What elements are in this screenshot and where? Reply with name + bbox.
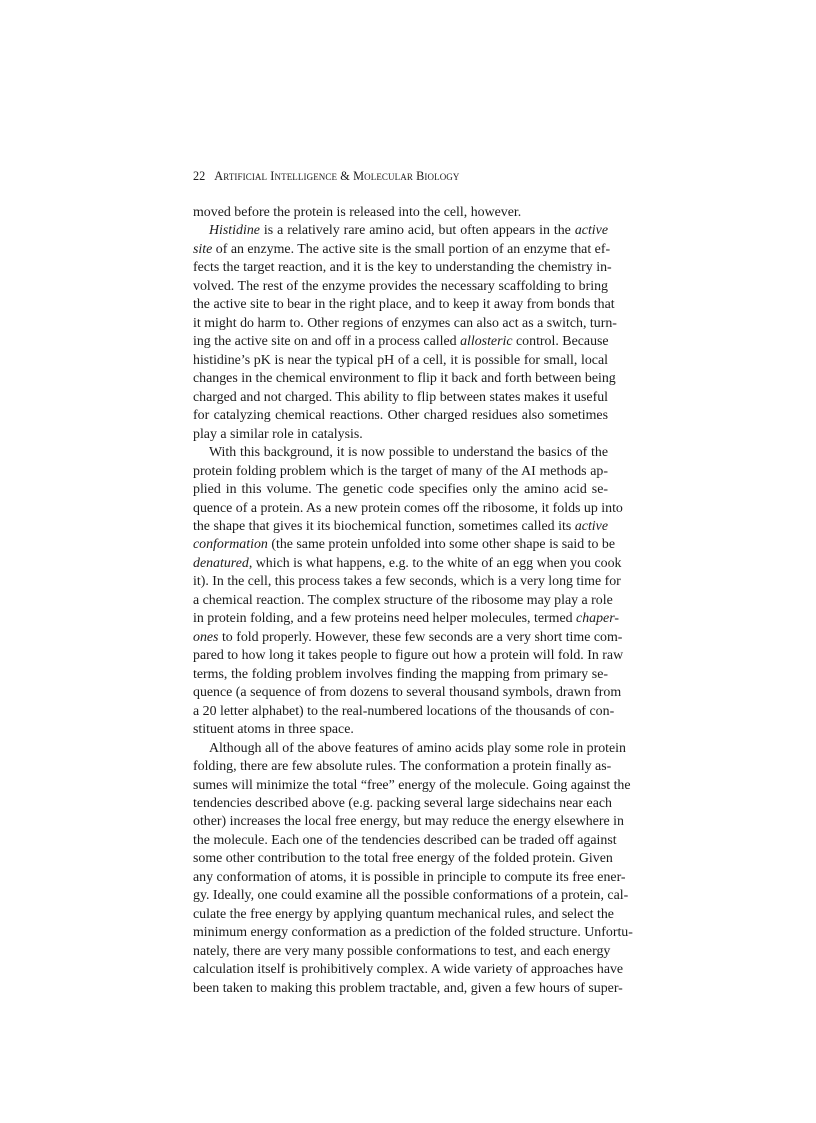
text-run: quence of a protein. As a new protein comes off the ribosome, it folds up into — [193, 500, 623, 516]
text-line — [193, 500, 623, 518]
text-run: the active site to bear in the right place, and to keep it away from bonds that — [193, 297, 615, 313]
text-run: ing the active site on and off in a process called — [193, 334, 461, 350]
text-run: it). In the cell, this process takes a few seconds, which is a very long time for — [193, 574, 621, 590]
text-line — [193, 887, 629, 905]
text-run: control. Because — [512, 334, 609, 350]
text-run: terms, the folding problem involves finding the mapping from primary se- — [193, 666, 608, 682]
text-line — [193, 352, 608, 370]
text-run: charged and not charged. This ability to flip between states makes it useful — [193, 389, 608, 405]
text-line — [193, 813, 624, 831]
text-run: pared to how long it takes people to figure out how a protein will fold. In raw — [193, 648, 624, 664]
text-line — [193, 204, 608, 222]
text-line — [193, 555, 622, 573]
italic-term: allosteric — [460, 334, 513, 350]
text-run: other) increases the local free energy, but may reduce the energy elsewhere in — [193, 814, 624, 830]
text-run: Although all of the above features of amino acids play some role in protein — [209, 740, 626, 756]
italic-term: denatured — [193, 555, 249, 571]
text-line — [193, 869, 626, 887]
text-run: volved. The rest of the enzyme provides the necessary scaffolding to bring — [193, 278, 608, 294]
text-line — [193, 980, 623, 998]
text-run: some other contribution to the total free energy of the folded protein. Given — [193, 851, 613, 867]
text-line — [193, 647, 624, 665]
running-head — [193, 169, 608, 183]
text-run: culate the free energy by applying quantum mechanical rules, and select the — [193, 906, 614, 922]
text-line — [193, 961, 624, 979]
italic-term: site — [193, 241, 213, 257]
text-run: plied in this volume. The genetic code specifies only the amino acid se- — [193, 482, 608, 498]
text-line — [193, 389, 608, 407]
text-line — [193, 684, 622, 702]
text-line — [193, 278, 608, 296]
text-line — [193, 333, 608, 351]
text-run: is a relatively rare amino acid, but often appears in the — [259, 223, 575, 239]
text-line — [193, 777, 631, 795]
text-line — [193, 740, 626, 758]
page-number: 22 — [193, 169, 206, 183]
text-line — [193, 370, 616, 388]
text-line — [193, 850, 613, 868]
text-run: sumes will minimize the total “free” energy of the molecule. Going against the — [193, 777, 631, 793]
text-line — [193, 906, 614, 924]
text-line — [193, 296, 615, 314]
text-line — [193, 444, 608, 462]
text-run: fects the target reaction, and it is the key to understanding the chemistry in- — [193, 260, 612, 276]
text-line — [193, 610, 619, 628]
italic-term: chaper- — [576, 611, 619, 627]
text-line — [193, 703, 615, 721]
text-line — [193, 832, 617, 850]
text-run: a 20 letter alphabet) to the real-numbered locations of the thousands of con- — [193, 703, 615, 719]
text-line — [193, 518, 608, 536]
text-run: to fold properly. However, these few seconds are a very short time com- — [218, 629, 623, 645]
text-run: the molecule. Each one of the tendencies described can be traded off against — [193, 832, 617, 848]
text-run: stituent atoms in three space. — [193, 722, 354, 738]
text-run: it might do harm to. Other regions of enzymes can also act as a switch, turn- — [193, 315, 617, 331]
text-line — [193, 795, 612, 813]
text-line — [193, 592, 613, 610]
text-line — [193, 721, 608, 739]
text-run: any conformation of atoms, it is possible in principle to compute its free ener- — [193, 869, 626, 885]
text-run: changes in the chemical environment to flip it back and forth between being — [193, 371, 616, 387]
text-run: minimum energy conformation as a prediction of the folded structure. Unfortu- — [193, 925, 633, 941]
text-run: moved before the protein is released into the cell, however. — [193, 205, 522, 220]
text-run: gy. Ideally, one could examine all the possible conformations of a protein, cal- — [193, 888, 629, 904]
italic-term: active — [574, 518, 608, 534]
text-run: With this background, it is now possible to understand the basics of the — [209, 445, 608, 461]
text-line — [193, 426, 608, 444]
italic-term: ones — [193, 629, 219, 645]
running-head-title: Artificial Intelligence & Molecular Biology — [214, 169, 460, 183]
text-run: in protein folding, and a few proteins need helper molecules, termed — [193, 611, 577, 627]
text-line — [193, 407, 608, 425]
italic-term: Histidine — [209, 223, 260, 239]
text-line — [193, 666, 608, 684]
text-line — [193, 463, 608, 481]
text-line — [193, 573, 621, 591]
text-run: a chemical reaction. The complex structure of the ribosome may play a role — [193, 592, 613, 608]
text-line — [193, 536, 616, 554]
italic-term: conformation — [193, 537, 268, 553]
text-run: , which is what happens, e.g. to the white of an egg when you cook — [248, 555, 622, 571]
text-line — [193, 943, 611, 961]
text-run: been taken to making this problem tractable, and, given a few hours of super- — [193, 980, 623, 996]
text-run: calculation itself is prohibitively complex. A wide variety of approaches have — [193, 962, 624, 978]
text-run: the shape that gives it its biochemical function, sometimes called its — [193, 518, 575, 534]
text-line — [193, 241, 611, 259]
text-run: play a similar role in catalysis. — [193, 426, 363, 442]
text-run: nately, there are very many possible conformations to test, and each energy — [193, 943, 611, 959]
text-run: of an enzyme. The active site is the small portion of an enzyme that ef- — [212, 241, 611, 257]
text-line — [193, 259, 612, 277]
text-run: for catalyzing chemical reactions. Other charged residues also sometimes — [193, 408, 608, 424]
text-line — [193, 758, 612, 776]
text-line — [193, 481, 608, 499]
text-line — [193, 629, 623, 647]
text-run: tendencies described above (e.g. packing several large sidechains near each — [193, 796, 612, 811]
text-run: folding, there are few absolute rules. The conformation a protein finally as- — [193, 759, 612, 775]
text-run: (the same protein unfolded into some other shape is said to be — [267, 537, 616, 553]
text-line — [193, 315, 617, 333]
text-run: quence (a sequence of from dozens to several thousand symbols, drawn from — [193, 685, 622, 701]
body-text — [193, 204, 633, 998]
text-line — [193, 222, 608, 240]
text-run: protein folding problem which is the target of many of the AI methods ap- — [193, 463, 608, 479]
text-line — [193, 924, 633, 942]
italic-term: active — [574, 223, 608, 239]
text-run: histidine’s pK is near the typical pH of a cell, it is possible for small, local — [193, 352, 608, 368]
